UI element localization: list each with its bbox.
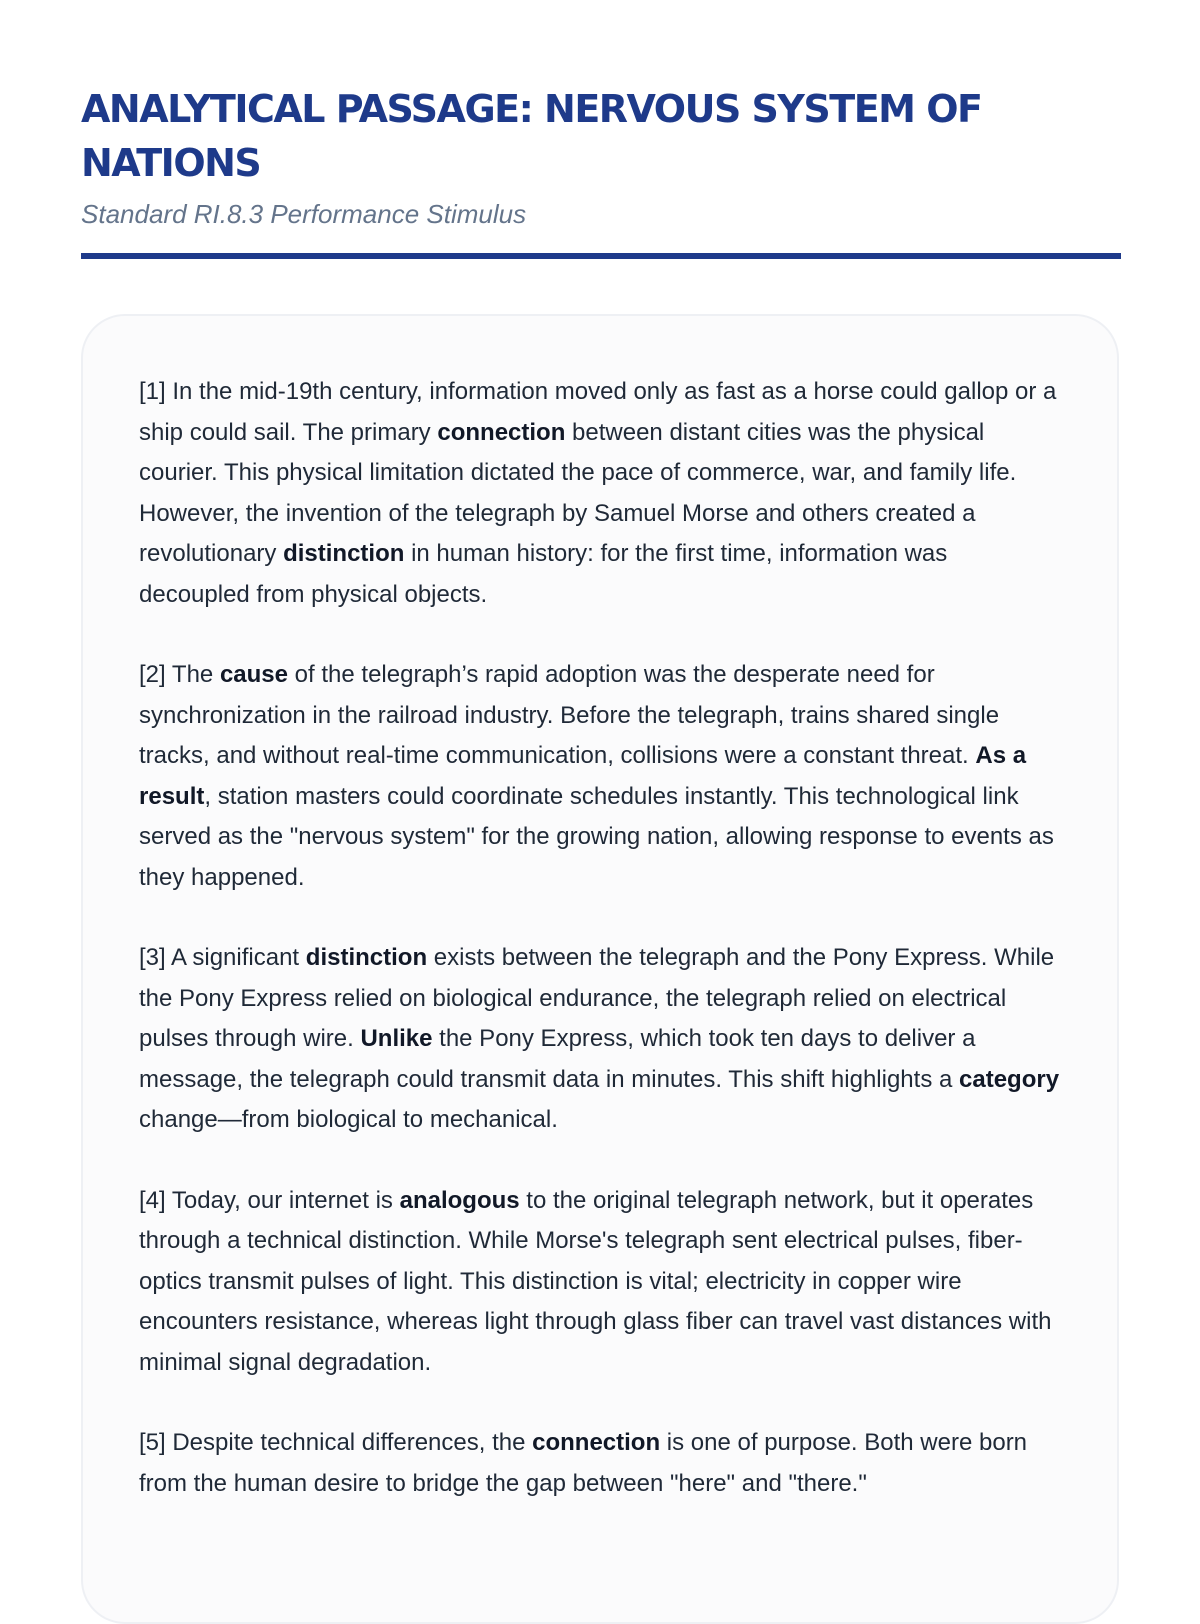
key-term: As a result [139, 742, 1027, 810]
key-term: Unlike [360, 1025, 433, 1052]
paragraph-text: of the telegraph’s rapid adoption was the desperate need for synchronization in the railroad industry. Before the telegraph, trains shared single tracks, and without real-time communication, collisions were a constant threat. [139, 661, 1000, 769]
key-term: category [959, 1065, 1060, 1093]
key-term: connection [532, 1429, 661, 1456]
page-subtitle: Standard RI.8.3 Performance Stimulus [81, 199, 527, 229]
header-divider [81, 253, 1121, 259]
key-term: connection [437, 418, 566, 446]
paragraph-4 [139, 1181, 1062, 1384]
paragraph-text: [5] Despite technical differences, the [139, 1429, 533, 1456]
paragraph-text: [2] The [139, 661, 220, 688]
key-term: analogous [399, 1186, 520, 1214]
paragraph-5 [139, 1423, 1062, 1504]
paragraph-text: to the original telegraph network, but it operates through a technical distinction. While Morse's telegraph sent electrical pulses, fiber-optics transmit pulses of light. This distinction is vital; electricity in copper wire encounters resistance, whereas light through glass fiber can travel vast distances with minimal signal degradation. [139, 1186, 1052, 1376]
paragraph-text: between distant cities was the physical courier. This physical limitation dictated the pace of commerce, war, and family life. However, the invention of the telegraph by Samuel Morse and others created a revolutionary [139, 418, 1017, 567]
paragraph-text: [1] In the mid-19th century, information moved only as fast as a horse could gallop or a ship could sail. The primary [139, 378, 1057, 446]
paragraph-text: [4] Today, our internet is [139, 1186, 400, 1214]
paragraph-text: the Pony Express, which took ten days to deliver a message, the telegraph could transmit data in minutes. This shift highlights a [139, 1025, 976, 1093]
page-header [81, 82, 1121, 230]
paragraph-text: change—from biological to mechanical. [139, 1106, 558, 1133]
key-term: cause [219, 661, 289, 688]
paragraph-2 [139, 655, 1062, 898]
paragraph-text: in human history: for the first time, information was decoupled from physical objects. [139, 540, 948, 608]
key-term: distinction [305, 944, 428, 971]
paragraph-text: exists between the telegraph and the Pony Express. While the Pony Express relied on biological endurance, the telegraph relied on electrical pulses through wire. [139, 944, 1055, 1052]
paragraph-text: , station masters could coordinate schedules instantly. This technological link served as the "nervous system" for the growing nation, allowing response to events as they happened. [139, 782, 1054, 891]
page-title: ANALYTICAL PASSAGE: NERVOUS SYSTEM OF NATIONS [81, 87, 982, 185]
key-term: distinction [283, 540, 405, 567]
paragraph-1 [139, 372, 1062, 615]
passage-card [81, 314, 1119, 1624]
paragraph-3 [139, 938, 1062, 1141]
paragraph-text: is one of purpose. Both were born from the human desire to bridge the gap between "here" and "there." [139, 1429, 1028, 1497]
paragraph-text: [3] A significant [139, 944, 306, 971]
